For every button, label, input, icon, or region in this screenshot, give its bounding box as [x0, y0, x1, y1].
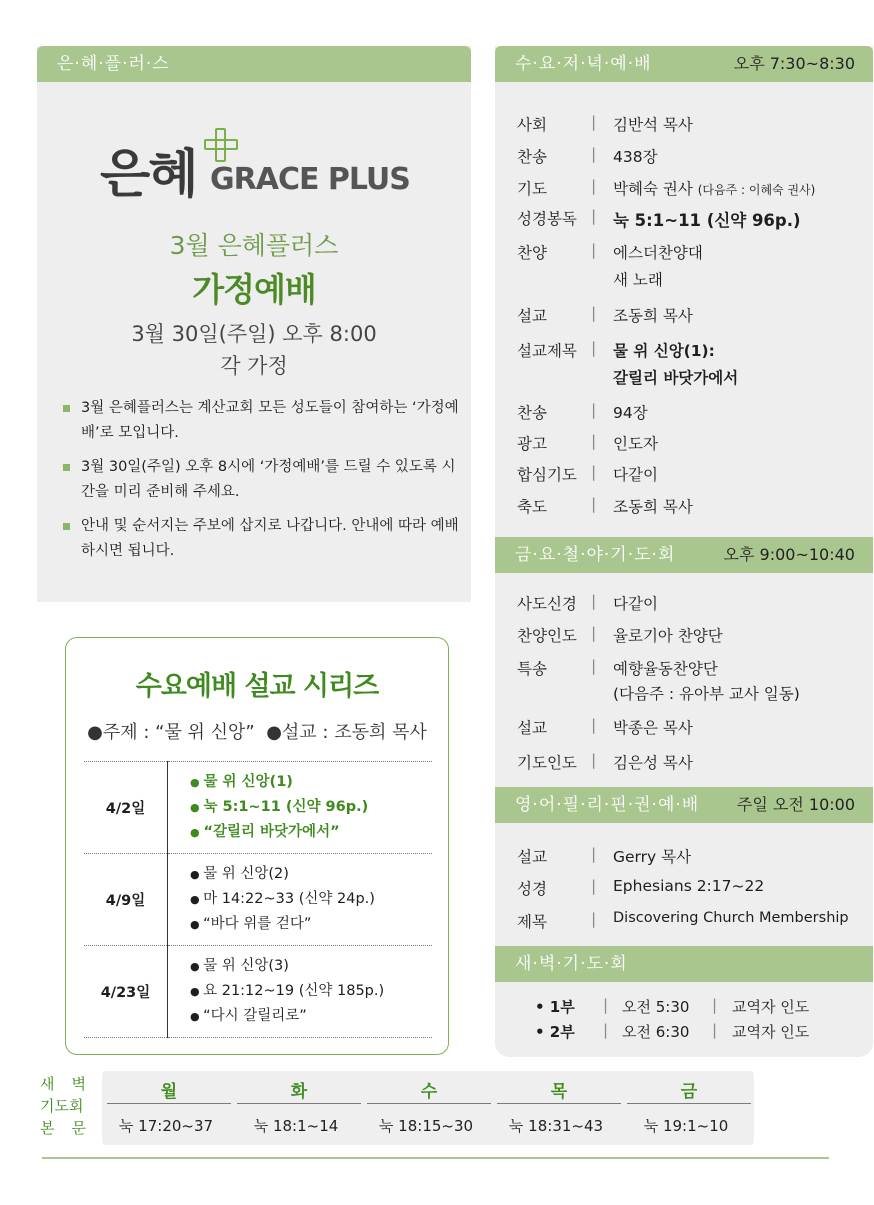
- reading-day: 화: [237, 1077, 361, 1104]
- row-value: 물 위 신앙(1):: [613, 342, 715, 360]
- logo-korean: 은혜: [100, 145, 197, 205]
- series-items: [168, 762, 433, 854]
- series-item: ● 마 14:22~33 (신약 24p.): [190, 887, 432, 912]
- row-separator: |: [591, 241, 597, 259]
- row-value: 눅 5:1~11 (신약 96p.): [613, 211, 801, 230]
- dawn-header: 새·벽·기·도·회: [495, 946, 873, 982]
- row-label: 설교: [517, 719, 547, 737]
- row-value: 김은성 목사: [613, 754, 693, 772]
- prayer-leader: 박혜숙 권사: [613, 180, 693, 198]
- notice-item: 3월 30일(주일) 오후 8시에 ‘가정예배’를 드릴 수 있도록 시간을 미리 준비해 주세요.: [63, 455, 463, 505]
- dawn-part: • 1부: [535, 998, 575, 1016]
- row-label: 성경봉독: [517, 210, 577, 228]
- grace-title: 가정예배: [192, 270, 316, 309]
- series-item: ● 물 위 신앙(1): [190, 770, 432, 795]
- series-date: 4/9일: [84, 854, 168, 946]
- row-separator: |: [591, 751, 597, 769]
- row-value: 율로기아 찬양단: [613, 627, 723, 645]
- dawn-time: 오전 5:30: [622, 998, 690, 1016]
- grace-subtitle: 3월 은혜플러스: [169, 231, 339, 260]
- row-separator: |: [591, 113, 597, 131]
- grace-date: 3월 30일(주일) 오후 8:00: [131, 322, 377, 346]
- reading-text: 눅 18:31~43: [508, 1117, 604, 1135]
- row-value: Discovering Church Membership: [613, 910, 849, 926]
- worship-schedule-panel: [495, 46, 873, 1057]
- series-table: [84, 761, 432, 1038]
- grace-plus-header: 은·혜·플·러·스: [37, 46, 471, 82]
- row-value: 다같이: [613, 595, 658, 613]
- row-label: 찬송: [517, 148, 547, 166]
- row-label: 광고: [517, 435, 547, 453]
- row-value: 438장: [613, 148, 658, 166]
- wed-header-title: 수·요·저·녁·예·배: [515, 54, 652, 74]
- row-label: 사회: [517, 116, 547, 134]
- grace-plus-logo: [100, 124, 430, 204]
- reading-day: 월: [107, 1077, 231, 1104]
- row-separator: |: [591, 845, 597, 863]
- fri-header-title: 금·요·철·야·기·도·회: [515, 545, 676, 565]
- plus-icon: [204, 128, 240, 164]
- row-value: Ephesians 2:17~22: [613, 877, 765, 895]
- row-value: 94장: [613, 404, 648, 422]
- row-value: 에스더찬양대: [613, 244, 703, 262]
- next-week-note: (다음주 : 이혜숙 권사): [697, 183, 816, 197]
- reading-label-line: 기도회: [40, 1097, 84, 1115]
- reading-label-line: 본 문: [40, 1119, 86, 1137]
- row-separator: |: [712, 996, 718, 1014]
- eng-time: 주일 오전 10:00: [736, 795, 855, 814]
- notice-item: 안내 및 순서지는 주보에 삽지로 나갑니다. 안내에 따라 예배하시면 됩니다.: [63, 514, 463, 564]
- dawn-part: • 2부: [535, 1023, 575, 1041]
- row-label: 찬송: [517, 404, 547, 422]
- series-theme: ●주제 : “물 위 신앙” ●설교 : 조동희 목사: [87, 722, 427, 743]
- row-separator: |: [591, 304, 597, 322]
- row-label: 설교: [517, 307, 547, 325]
- sermon-series-box: [65, 637, 449, 1055]
- table-row: [84, 854, 432, 946]
- reading-label: [40, 1073, 86, 1139]
- reading-day: 목: [497, 1077, 621, 1104]
- table-row: [84, 946, 432, 1038]
- row-label: 찬양인도: [517, 627, 577, 645]
- notice-item: 3월 은혜플러스는 계산교회 모든 성도들이 참여하는 ‘가정예배’로 모입니다.: [63, 396, 463, 446]
- dawn-time: 오전 6:30: [622, 1023, 690, 1041]
- reading-label-line: 새 벽: [40, 1075, 86, 1093]
- row-separator: |: [591, 145, 597, 163]
- series-item: ● “갈릴리 바닷가에서”: [190, 820, 432, 845]
- grace-notice-list: [63, 396, 463, 573]
- wed-time: 오후 7:30~8:30: [733, 54, 855, 73]
- row-value: Gerry 목사: [613, 848, 692, 866]
- row-separator: |: [591, 207, 597, 225]
- row-value: 인도자: [613, 435, 658, 453]
- row-label: 기도인도: [517, 754, 577, 772]
- reading-day: 수: [367, 1077, 491, 1104]
- row-label: 성경: [517, 880, 547, 898]
- row-separator: |: [712, 1021, 718, 1039]
- series-date: 4/23일: [84, 946, 168, 1038]
- series-item: ● 요 21:12~19 (신약 185p.): [190, 979, 432, 1004]
- row-value: 다같이: [613, 466, 658, 484]
- row-label: 축도: [517, 498, 547, 516]
- series-items: [168, 946, 433, 1038]
- row-label: 찬양: [517, 244, 547, 262]
- row-separator: |: [603, 1021, 609, 1039]
- series-item: ● 물 위 신앙(3): [190, 954, 432, 979]
- logo-english: GRACE PLUS: [210, 162, 410, 197]
- row-value: 김반석 목사: [613, 116, 693, 134]
- series-item: ● 물 위 신앙(2): [190, 862, 432, 887]
- row-separator: |: [591, 432, 597, 450]
- row-separator: |: [591, 716, 597, 734]
- series-item: ● 눅 5:1~11 (신약 96p.): [190, 795, 432, 820]
- eng-header: [495, 787, 873, 823]
- reading-text: 눅 17:20~37: [118, 1117, 214, 1135]
- fri-header: [495, 537, 873, 573]
- reading-text: 눅 19:1~10: [643, 1117, 729, 1135]
- row-separator: |: [591, 592, 597, 610]
- series-items: [168, 854, 433, 946]
- row-label: 특송: [517, 660, 547, 678]
- eng-header-title: 영·어·필·리·핀·권·예·배: [515, 795, 700, 815]
- row-separator: |: [591, 463, 597, 481]
- row-value-line2: 새 노래: [613, 271, 663, 289]
- row-value: 예향율동찬양단: [613, 660, 718, 678]
- reading-day: 금: [627, 1077, 751, 1104]
- fri-time: 오후 9:00~10:40: [723, 545, 855, 564]
- row-label: 합심기도: [517, 466, 577, 484]
- row-value: 조동희 목사: [613, 307, 693, 325]
- series-title: 수요예배 설교 시리즈: [135, 671, 379, 702]
- row-separator: |: [591, 657, 597, 675]
- row-separator: |: [591, 495, 597, 513]
- row-label: 설교제목: [517, 342, 577, 360]
- row-value: 조동희 목사: [613, 498, 693, 516]
- row-separator: |: [591, 339, 597, 357]
- wed-header: [495, 46, 873, 82]
- row-label: 설교: [517, 848, 547, 866]
- row-separator: |: [591, 877, 597, 895]
- grace-plus-panel: [37, 46, 471, 602]
- reading-text: 눅 18:15~30: [378, 1117, 474, 1135]
- grace-place: 각 가정: [220, 354, 288, 378]
- series-item: ● “다시 갈릴리로”: [190, 1004, 432, 1029]
- row-separator: |: [603, 996, 609, 1014]
- row-separator: |: [591, 910, 597, 928]
- row-separator: |: [591, 401, 597, 419]
- series-date: 4/2일: [84, 762, 168, 854]
- row-value: [613, 177, 815, 199]
- row-value-line2: (다음주 : 유아부 교사 일동): [613, 685, 800, 703]
- row-value-line2: 갈릴리 바닷가에서: [613, 369, 739, 387]
- table-row: [84, 762, 432, 854]
- row-label: 제목: [517, 913, 547, 931]
- dawn-leader: 교역자 인도: [732, 998, 810, 1016]
- reading-text: 눅 18:1~14: [253, 1117, 339, 1135]
- row-separator: |: [591, 624, 597, 642]
- row-label: 기도: [517, 180, 547, 198]
- bottom-divider: [42, 1157, 829, 1159]
- row-separator: |: [591, 177, 597, 195]
- series-item: ● “바다 위를 걷다”: [190, 912, 432, 937]
- dawn-leader: 교역자 인도: [732, 1023, 810, 1041]
- row-label: 사도신경: [517, 595, 577, 613]
- row-value: 박종은 목사: [613, 719, 693, 737]
